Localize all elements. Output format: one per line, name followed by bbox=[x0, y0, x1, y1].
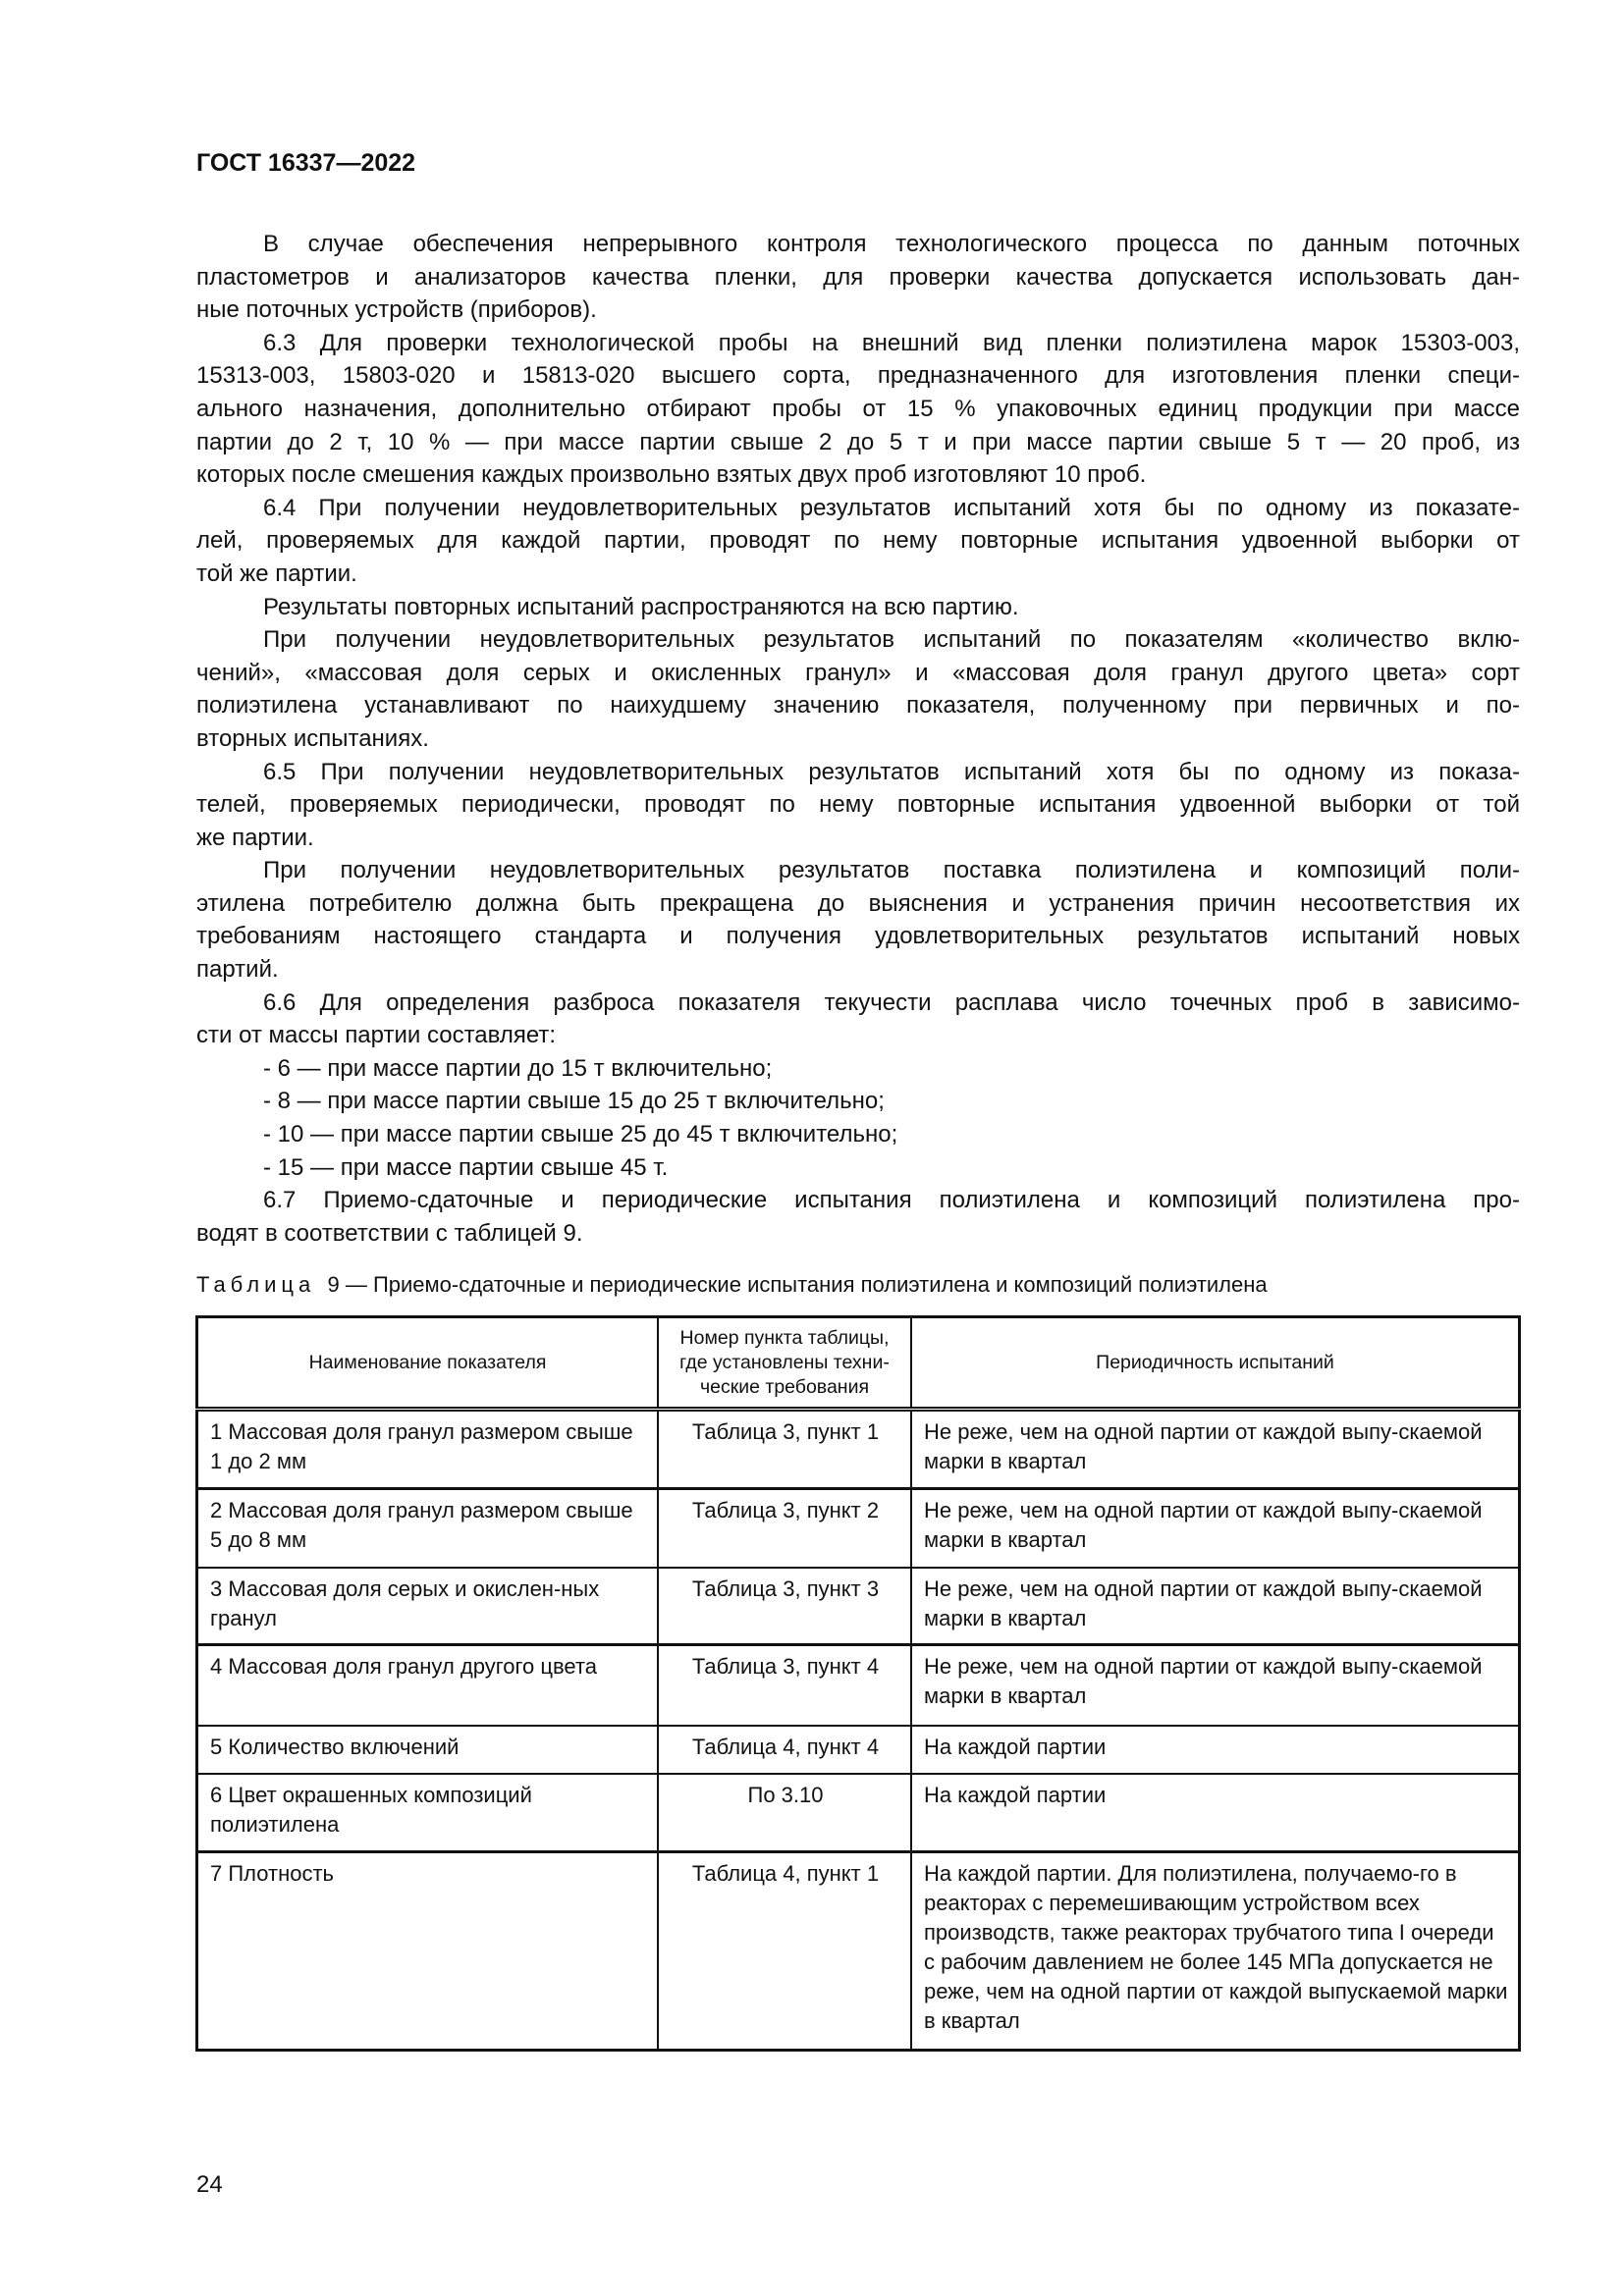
paragraph bbox=[196, 987, 1520, 1052]
text-line: партий. bbox=[196, 956, 279, 984]
page-number: 24 bbox=[196, 2171, 223, 2198]
requirement-ref-cell: По 3.10 bbox=[658, 1774, 911, 1852]
requirement-ref-cell: Таблица 3, пункт 4 bbox=[658, 1645, 911, 1726]
table-caption-text: 9 — Приемо-сдаточные и периодические испытания полиэтилена и композиций полиэтилена bbox=[327, 1272, 1268, 1297]
requirement-ref-cell: Таблица 3, пункт 2 bbox=[658, 1489, 911, 1568]
requirement-ref-cell: Таблица 3, пункт 3 bbox=[658, 1568, 911, 1645]
text-line: 6.3 Для проверки технологической пробы на внешний вид пленки полиэтилена марок 15303-003, bbox=[263, 329, 1520, 356]
text-line: 6.5 При получении неудовлетворительных результатов испытаний хотя бы по одному из показа- bbox=[263, 758, 1520, 785]
text-line: вторных испытаниях. bbox=[196, 724, 429, 752]
list-item: - 6 — при массе партии до 15 т включительно; bbox=[263, 1054, 773, 1082]
text-line: же партии. bbox=[196, 824, 314, 851]
test-frequency-cell: На каждой партии bbox=[911, 1726, 1520, 1774]
column-header: Наименование показателя bbox=[197, 1317, 659, 1410]
text-line: При получении неудовлетворительных результатов поставка полиэтилена и композиций поли- bbox=[263, 857, 1520, 884]
text-line: 15313-003, 15803-020 и 15813-020 высшего сорта, предназначенного для изготовления пленки специ- bbox=[196, 362, 1520, 390]
text-line: Результаты повторных испытаний распространяются на всю партию. bbox=[263, 593, 1019, 620]
text-line: пластометров и анализаторов качества пленки, для проверки качества допускается использовать дан- bbox=[196, 263, 1520, 291]
table-caption-prefix: Таблица bbox=[196, 1272, 316, 1297]
paragraph bbox=[196, 327, 1520, 492]
text-line: В случае обеспечения непрерывного контроля технологического процесса по данным поточных bbox=[263, 231, 1520, 257]
table-caption bbox=[196, 1272, 1268, 1298]
indicator-name-cell: 1 Массовая доля гранул размером свыше 1 до 2 мм bbox=[197, 1410, 659, 1489]
column-header: Периодичность испытаний bbox=[911, 1317, 1520, 1410]
text-line: полиэтилена устанавливают по наихудшему значению показателя, полученному при первичных и по- bbox=[196, 692, 1520, 720]
text-line: 6.4 При получении неудовлетворительных результатов испытаний хотя бы по одному из показате- bbox=[263, 494, 1520, 521]
text-line: 6.6 Для определения разброса показателя текучести расплава число точечных проб в зависимо- bbox=[263, 988, 1520, 1016]
text-line: телей, проверяемых периодически, проводят по нему повторные испытания удвоенной выборки от той bbox=[196, 791, 1520, 819]
test-frequency-cell: На каждой партии. Для полиэтилена, получаемо-го в реакторах с перемешивающим устройством всех производств, также реакторах трубчатого типа I очереди с рабочим давлением не более 145 МПа допускается не реже, чем на одной партии от каждой выпускаемой марки в квартал bbox=[911, 1852, 1520, 2051]
requirement-ref-cell: Таблица 3, пункт 1 bbox=[658, 1410, 911, 1489]
text-line: ального назначения, дополнительно отбирают пробы от 15 % упаковочных единиц продукции при массе bbox=[196, 395, 1520, 422]
test-frequency-cell: На каждой партии bbox=[911, 1774, 1520, 1852]
paragraph bbox=[196, 1184, 1520, 1250]
text-line: партии до 2 т, 10 % — при массе партии свыше 2 до 5 т и при массе партии свыше 5 т — 20 проб, из bbox=[196, 428, 1520, 455]
text-line: 6.7 Приемо-сдаточные и периодические испытания полиэтилена и композиций полиэтилена про- bbox=[263, 1187, 1520, 1214]
indicator-name-cell: 4 Массовая доля гранул другого цвета bbox=[197, 1645, 659, 1726]
test-frequency-cell: Не реже, чем на одной партии от каждой выпу-скаемой марки в квартал bbox=[911, 1645, 1520, 1726]
text-line: ные поточных устройств (приборов). bbox=[196, 296, 597, 324]
table-row bbox=[197, 1645, 1520, 1726]
test-frequency-cell: Не реже, чем на одной партии от каждой выпу-скаемой марки в квартал bbox=[911, 1410, 1520, 1489]
paragraph bbox=[196, 492, 1520, 591]
indicator-name-cell: 7 Плотность bbox=[197, 1852, 659, 2051]
indicator-name-cell: 3 Массовая доля серых и окислен-ных гранул bbox=[197, 1568, 659, 1645]
table-row bbox=[197, 1568, 1520, 1645]
test-frequency-cell: Не реже, чем на одной партии от каждой выпу-скаемой марки в квартал bbox=[911, 1489, 1520, 1568]
table-header-row bbox=[197, 1317, 1520, 1410]
test-frequency-cell: Не реже, чем на одной партии от каждой выпу-скаемой марки в квартал bbox=[911, 1568, 1520, 1645]
text-line: той же партии. bbox=[196, 560, 357, 587]
list-item: - 8 — при массе партии свыше 15 до 25 т включительно; bbox=[263, 1088, 885, 1115]
column-header: Номер пункта таблицы, где установлены техни-ческие требования bbox=[658, 1317, 911, 1410]
text-line: которых после смешения каждых произвольно взятых двух проб изготовляют 10 проб. bbox=[196, 461, 1147, 489]
paragraph bbox=[196, 591, 1520, 624]
paragraph bbox=[196, 623, 1520, 755]
requirement-ref-cell: Таблица 4, пункт 1 bbox=[658, 1852, 911, 2051]
document-header: ГОСТ 16337—2022 bbox=[196, 149, 416, 177]
table-row bbox=[197, 1852, 1520, 2051]
text-line: этилена потребителю должна быть прекращена до выяснения и устранения причин несоответствия их bbox=[196, 889, 1520, 917]
table-row bbox=[197, 1726, 1520, 1774]
paragraph bbox=[196, 756, 1520, 855]
list-item: - 15 — при массе партии свыше 45 т. bbox=[263, 1153, 669, 1181]
document-body bbox=[196, 228, 1520, 1250]
indicator-name-cell: 6 Цвет окрашенных композиций полиэтилена bbox=[197, 1774, 659, 1852]
paragraph bbox=[196, 228, 1520, 327]
list-item: - 10 — при массе партии свыше 25 до 45 т включительно; bbox=[263, 1121, 898, 1148]
table-9 bbox=[195, 1315, 1521, 2052]
requirement-ref-cell: Таблица 4, пункт 4 bbox=[658, 1726, 911, 1774]
table-row bbox=[197, 1410, 1520, 1489]
text-line: лей, проверяемых для каждой партии, проводят по нему повторные испытания удвоенной выборки от bbox=[196, 527, 1520, 555]
text-line: При получении неудовлетворительных результатов испытаний по показателям «количество вклю- bbox=[263, 626, 1520, 654]
text-line: водят в соответствии с таблицей 9. bbox=[196, 1219, 583, 1247]
text-line: сти от массы партии составляет: bbox=[196, 1022, 557, 1049]
table-row bbox=[197, 1774, 1520, 1852]
text-line: чений», «массовая доля серых и окисленных гранул» и «массовая доля гранул другого цвета» сорт bbox=[196, 659, 1520, 686]
indicator-name-cell: 5 Количество включений bbox=[197, 1726, 659, 1774]
indicator-name-cell: 2 Массовая доля гранул размером свыше 5 до 8 мм bbox=[197, 1489, 659, 1568]
text-line: требованиям настоящего стандарта и получения удовлетворительных результатов испытаний новых bbox=[196, 923, 1520, 950]
table-row bbox=[197, 1489, 1520, 1568]
paragraph bbox=[196, 854, 1520, 986]
